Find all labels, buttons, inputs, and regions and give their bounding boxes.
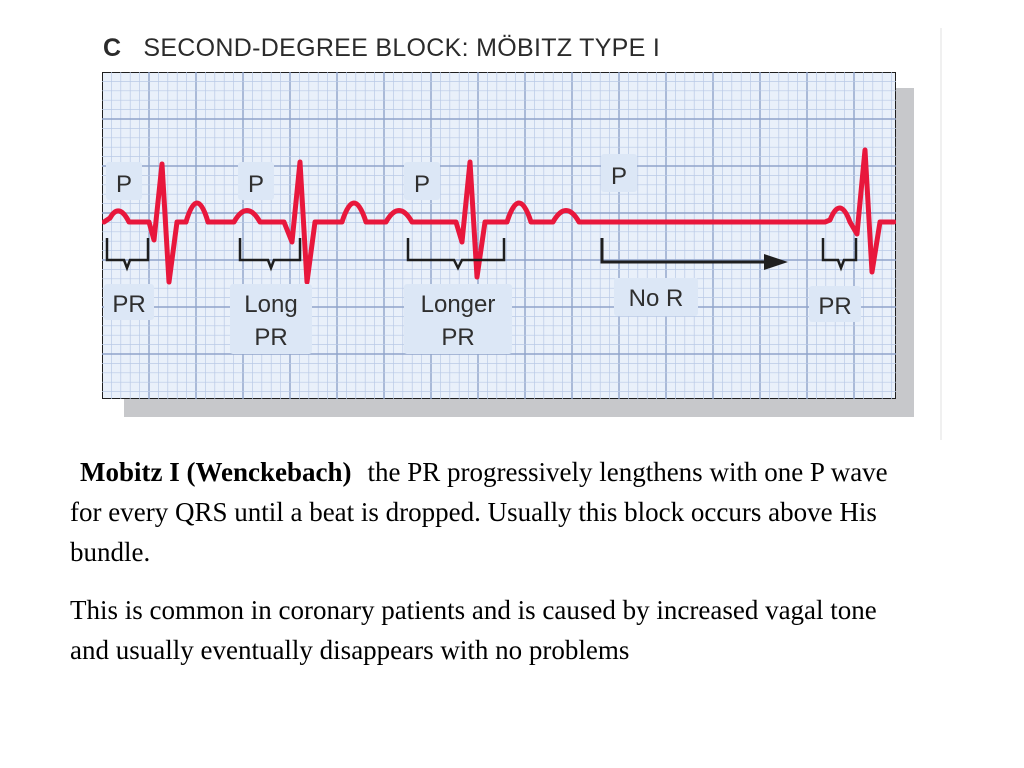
p-label-4	[601, 154, 637, 192]
slide-edge-line	[940, 28, 942, 440]
ecg-strip-svg	[102, 72, 896, 399]
longer-pr-label	[404, 284, 512, 354]
svg-text:P: P	[610, 163, 628, 190]
svg-text:Longer: Longer	[420, 291, 496, 318]
figure-title	[103, 34, 660, 63]
caption-text-1: the PR progressively lengthens with one P wave for every QRS until a beat is dropped. Usually this block occurs above His bundle.	[70, 457, 888, 567]
svg-text:No R: No R	[628, 285, 684, 312]
svg-text:P: P	[413, 171, 431, 198]
caption	[70, 452, 910, 670]
pr-label-1	[104, 284, 154, 320]
pr-label-5	[809, 286, 861, 322]
caption-term: Mobitz I (Wenckebach)	[80, 457, 352, 487]
svg-text:PR: PR	[254, 324, 288, 351]
svg-text:P: P	[247, 171, 265, 198]
ecg-strip	[102, 72, 896, 399]
caption-paragraph-2: This is common in coronary patients and is caused by increased vagal tone and usually eventually disappears with no problems	[70, 595, 877, 665]
svg-text:P: P	[115, 171, 133, 198]
long-pr-label	[230, 284, 312, 354]
no-r-label	[614, 278, 698, 316]
p-label-2	[238, 162, 274, 200]
caption-paragraph-1	[70, 452, 910, 572]
svg-text:Long: Long	[244, 291, 298, 318]
p-label-1	[106, 162, 142, 200]
svg-text:PR: PR	[818, 293, 852, 320]
figure-title-text: SECOND-DEGREE BLOCK: MÖBITZ TYPE I	[143, 34, 661, 62]
svg-text:PR: PR	[441, 324, 475, 351]
svg-text:PR: PR	[112, 291, 146, 318]
panel-letter: C	[103, 34, 122, 62]
p-label-3	[404, 162, 440, 200]
